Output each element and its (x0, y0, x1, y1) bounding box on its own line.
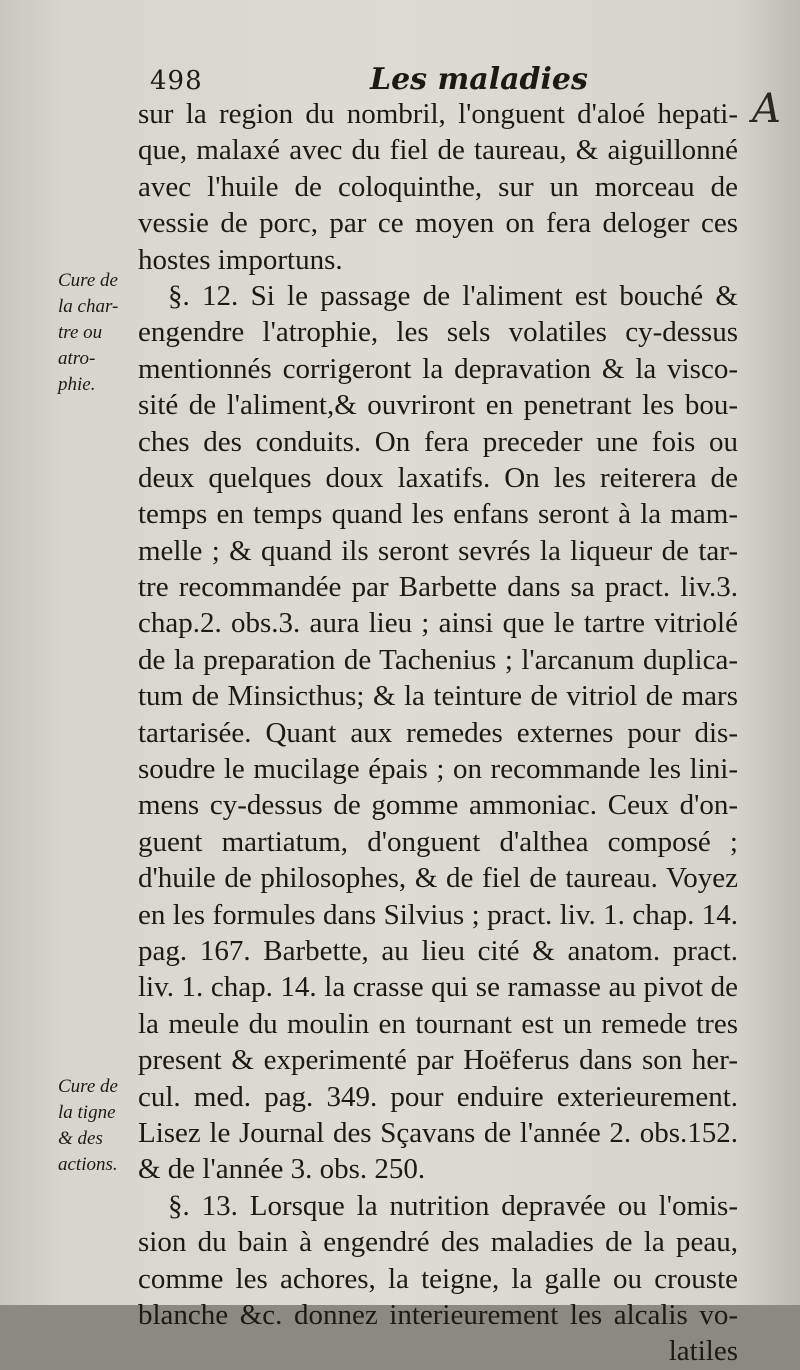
catchword: latiles (668, 1335, 738, 1368)
text-line: soudre le mucilage épais ; on recommande les lini- (138, 753, 738, 786)
text-line: §. 13. Lorsque la nutrition depravée ou l'omis- (168, 1189, 738, 1222)
text-line: ches des conduits. On fera preceder une fois ou (138, 425, 738, 458)
text-line: sur la region du nombril, l'onguent d'aloé hepati- (138, 98, 738, 130)
text-line: d'huile de philosophes, & de fiel de taureau. Voyez (138, 862, 738, 895)
text-line: deux quelques doux laxatifs. On les reiterera de (138, 461, 738, 494)
text-line: hostes importuns. (138, 243, 343, 276)
text-line: que, malaxé avec du fiel de taureau, & aiguillonné (138, 134, 738, 167)
text-line: mentionnés corrigeront la depravation & la visco- (138, 352, 738, 385)
text-line: pag. 167. Barbette, au lieu cité & anatom. pract. (138, 934, 738, 967)
margin-note-line: la tigne (58, 1102, 116, 1123)
text-line: tre recommandée par Barbette dans sa pract. liv.3. (138, 571, 738, 604)
margin-note-atrophie (58, 268, 136, 398)
margin-note-line: & des (58, 1128, 103, 1149)
margin-note-line: phie. (58, 374, 96, 395)
text-line: tartarisée. Quant aux remedes externes pour dis- (138, 716, 738, 749)
margin-note-line: la char- (58, 296, 119, 317)
text-line: tum de Minsicthus; & la teinture de vitriol de mars (138, 680, 738, 713)
margin-note-line: Cure de (58, 270, 118, 291)
page-header (0, 56, 800, 96)
text-line: §. 12. Si le passage de l'aliment est bouché & (168, 279, 738, 312)
text-line: engendre l'atrophie, les sels volatiles cy-dessus (138, 316, 738, 349)
margin-note-line: Cure de (58, 1076, 118, 1097)
margin-note-line: atro- (58, 348, 96, 369)
text-line: temps en temps quand les enfans seront à la mam- (138, 498, 738, 531)
text-line: Lisez le Journal des Sçavans de l'année 2. obs.152. (138, 1116, 738, 1149)
text-line: mens cy-dessus de gomme ammoniac. Ceux d'on- (138, 789, 738, 822)
margin-note-tigne (58, 1074, 136, 1178)
body-text (138, 96, 738, 1370)
running-title: Les maladies (370, 62, 588, 97)
text-line: present & experimenté par Hoëferus dans son her- (138, 1044, 738, 1077)
text-line: de la preparation de Tachenius ; l'arcanum duplica- (138, 643, 738, 676)
text-line: sion du bain à engendré des maladies de la peau, (138, 1226, 738, 1259)
text-line: guent martiatum, d'onguent d'althea composé ; (138, 825, 738, 858)
text-line: cul. med. pag. 349. pour enduire exterieurement. (138, 1080, 738, 1113)
text-line: & de l'année 3. obs. 250. (138, 1153, 426, 1186)
edge-mark: A (752, 86, 781, 132)
text-line: avec l'huile de coloquinthe, sur un morceau de (138, 170, 738, 203)
text-line: comme les achores, la teigne, la galle ou crouste (138, 1262, 738, 1295)
text-line: la meule du moulin en tournant est un remede tres (138, 1007, 738, 1040)
text-line: blanche &c. donnez interieurement les alcalis vo- (138, 1298, 738, 1331)
text-line: chap.2. obs.3. aura lieu ; ainsi que le tartre vitriolé (138, 607, 738, 640)
page-number: 498 (150, 66, 203, 96)
text-line: liv. 1. chap. 14. la crasse qui se ramasse au pivot de (138, 971, 738, 1004)
text-line: en les formules dans Silvius ; pract. liv. 1. chap. 14. (138, 898, 738, 931)
text-line: vessie de porc, par ce moyen on fera deloger ces (138, 207, 738, 240)
text-line: sité de l'aliment,& ouvriront en penetrant les bou- (138, 389, 738, 422)
margin-note-line: tre ou (58, 322, 103, 343)
margin-note-line: actions. (58, 1154, 118, 1175)
text-line: melle ; & quand ils seront sevrés la liqueur de tar- (138, 534, 738, 567)
